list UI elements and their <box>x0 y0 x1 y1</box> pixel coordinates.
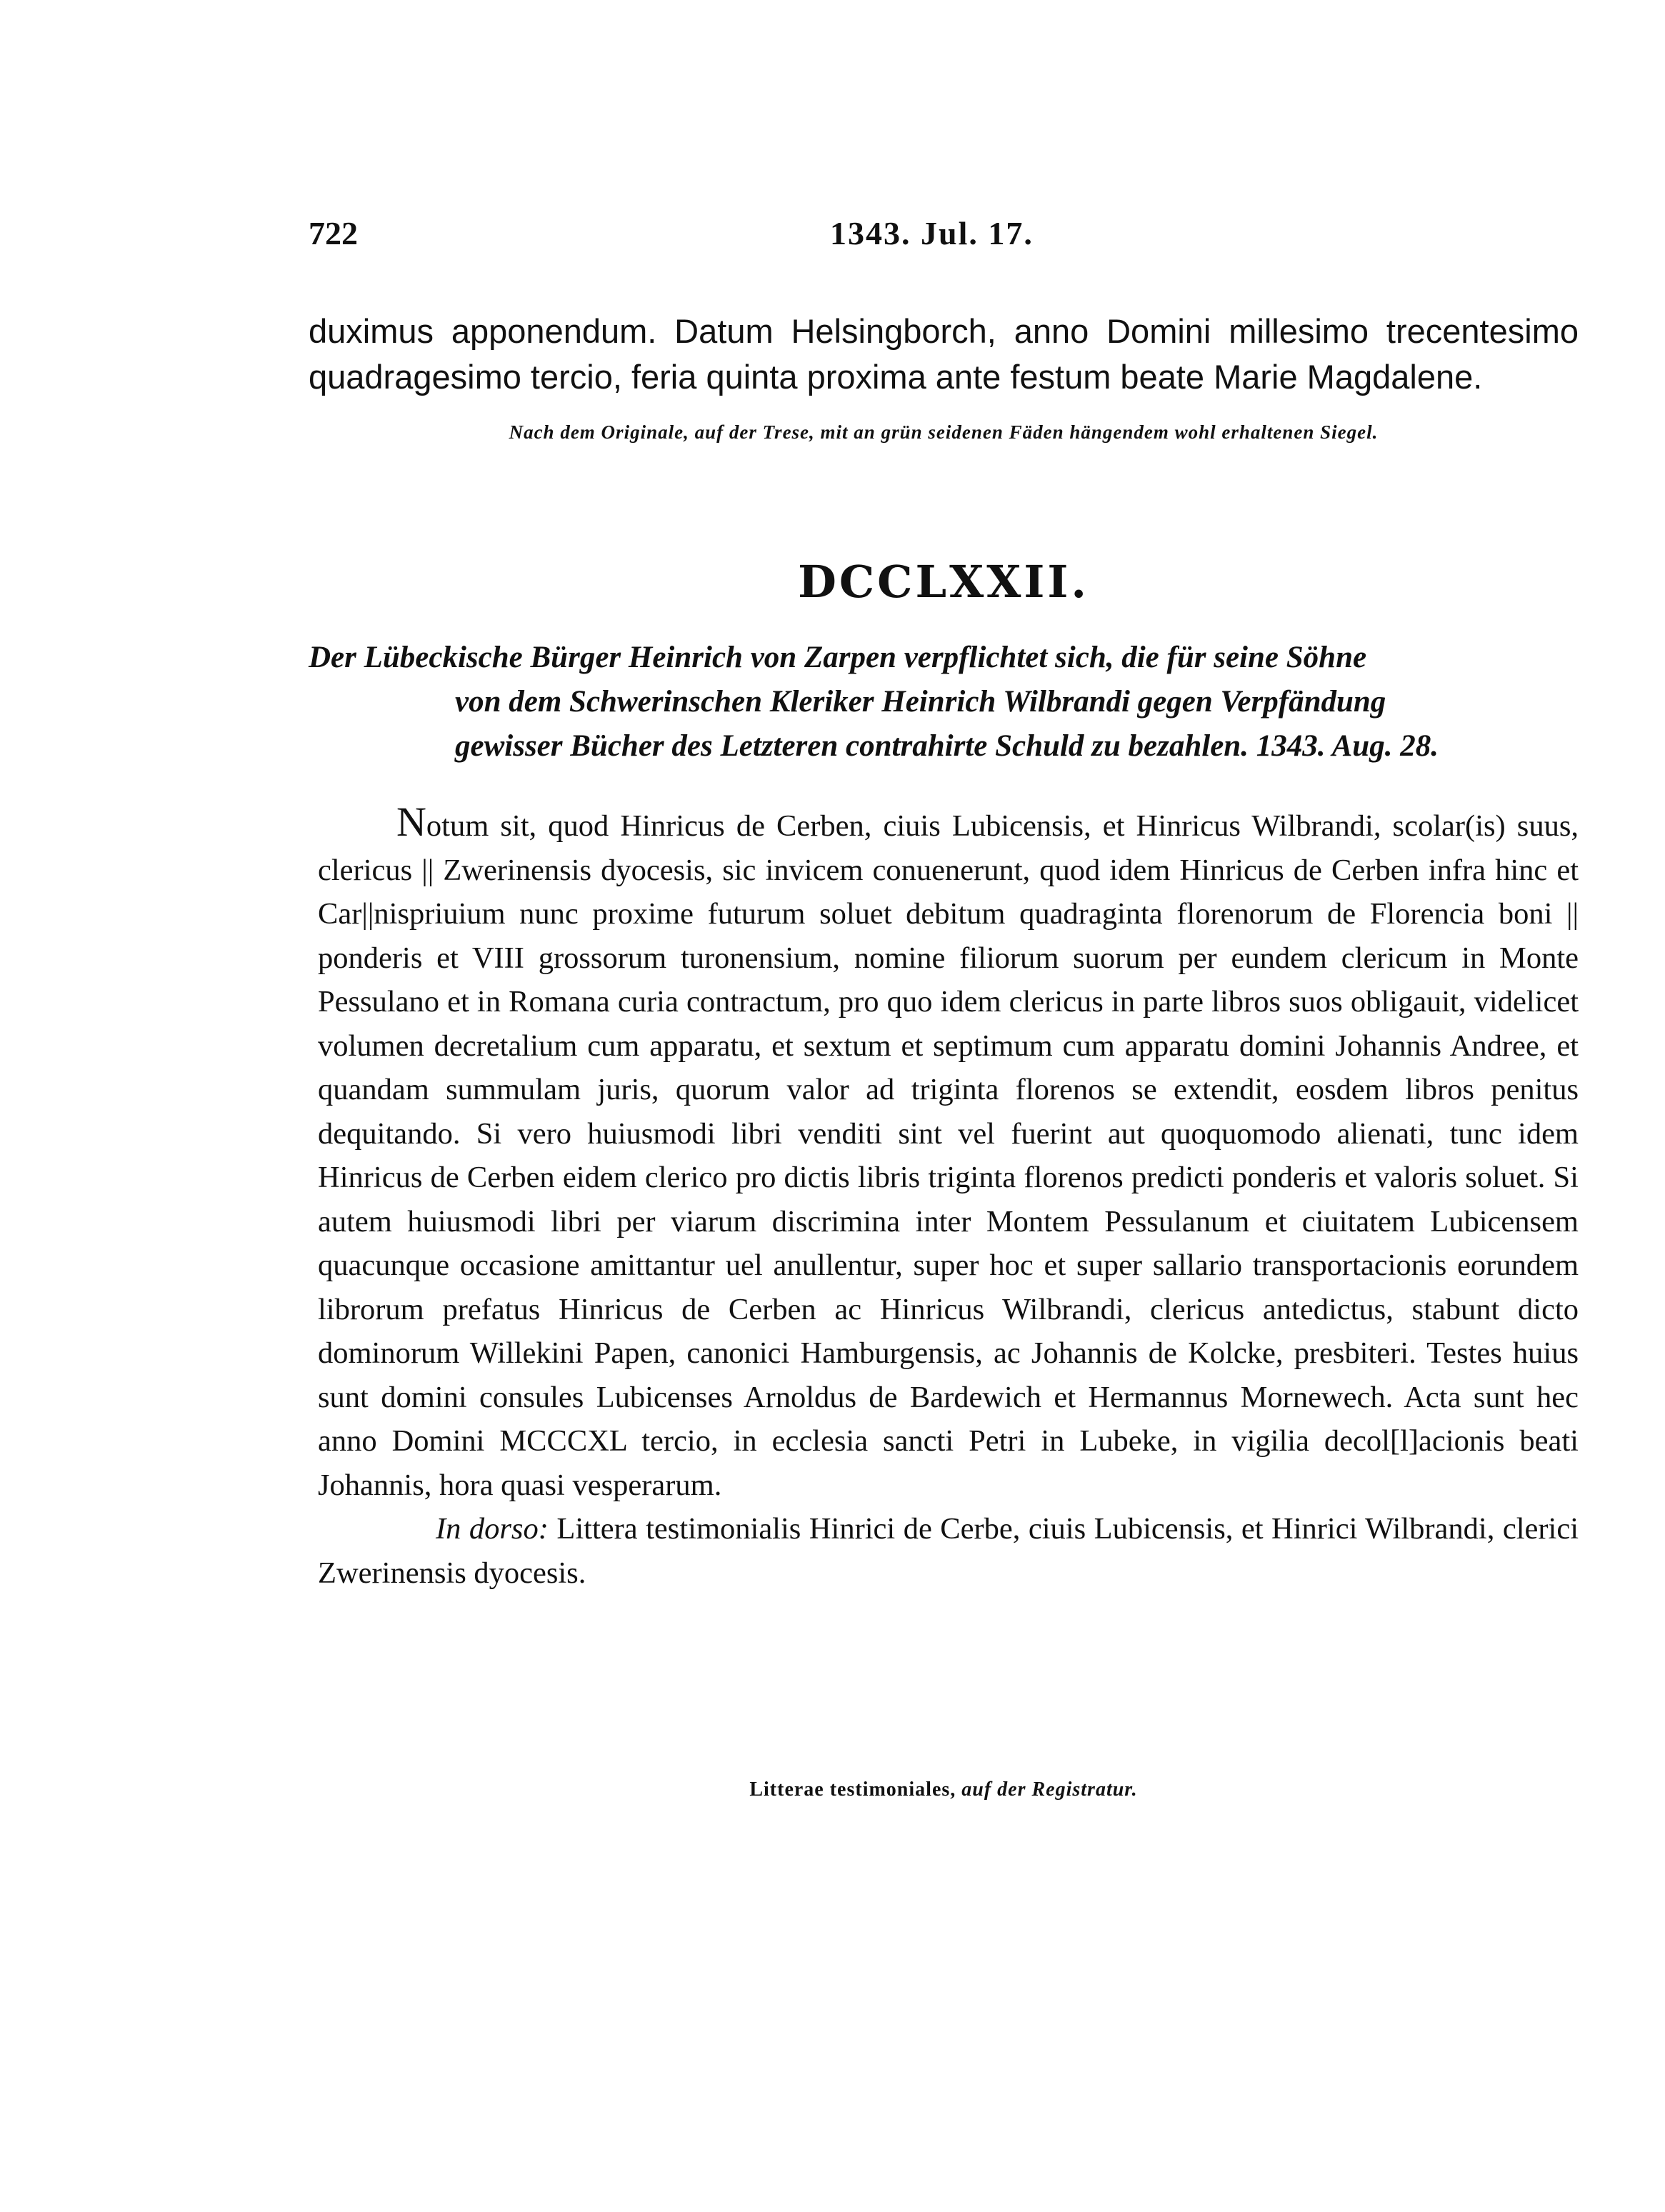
body-paragraph <box>318 800 1579 1507</box>
page-number: 722 <box>309 215 358 251</box>
dorso-paragraph <box>318 1507 1579 1595</box>
previous-source-note: Nach dem Originale, auf der Trese, mit an grün seidenen Fäden hängendem wohl erhaltenen Siegel. <box>509 421 1379 443</box>
regest-line: Der Lübeckische Bürger Heinrich von Zarpen verpflichtet sich, die für seine Söhne <box>309 641 1367 674</box>
document-number: DCCLXXII. <box>798 556 1089 608</box>
document-body <box>318 800 1579 1595</box>
source-note-italic: auf der Registratur. <box>961 1778 1138 1801</box>
regest-line: von dem Schwerinschen Kleriker Heinrich Wilbrandi gegen Verpfändung <box>455 685 1386 719</box>
document-source-note <box>309 1778 1579 1801</box>
initial-letter: N <box>396 799 426 845</box>
dorso-label: In dorso: <box>436 1512 549 1546</box>
document-regest <box>309 636 1579 769</box>
closing-paragraph: duximus apponendum. Datum Helsingborch, anno Domini millesimo trecentesimo quadragesimo tercio, feria quinta proxima ante festum beate Marie Magdalene. <box>309 312 1579 396</box>
dorso-text: Littera testimonialis Hinrici de Cerbe, ciuis Lubicensis, et Hinrici Wilbrandi, clerici Zwerinensis dyocesis. <box>318 1512 1579 1590</box>
previous-document-closing <box>309 309 1579 400</box>
body-text: otum sit, quod Hinricus de Cerben, ciuis Lubicensis, et Hinricus Wilbrandi, scolar(is) suus, clericus || Zwerinensis dyocesis, sic invicem conuenerunt, quod idem Hinricus de Cerben infra hinc et Car||nispriuium nunc proxime futurum soluet debitum quadraginta florenorum de Florencia boni || ponderis et VIII grossorum turonensium, nomine filiorum suorum per eundem clericum in Monte Pessulano et in Romana curia contractum, pro quo idem clericus in parte libros suos obligauit, videlicet volumen decretalium cum apparatu, et sextum et septimum cum apparatu domini Johannis Andree, et quandam summulam juris, quorum valor ad triginta florenos se extendit, eosdem libros penitus dequitando. Si vero huiusmodi libri venditi sint vel fuerint aut quoquomodo alienati, tunc idem Hinricus de Cerben eidem clerico pro dictis libris triginta florenos predicti ponderis et valoris soluet. Si autem huiusmodi libri per viarum discrimina inter Montem Pessulanum et ciuitatem Lubicensem quacunque occasione amittantur uel anullentur, super hoc et super sallario transportacionis eorundem librorum prefatus Hinricus de Cerben ac Hinricus Wilbrandi, clericus antedictus, stabunt dicto dominorum Willekini Papen, canonici Hamburgensis, ac Johannis de Kolcke, presbiteri. Testes huius sunt domini consules Lubicenses Arnoldus de Bardewich et Hermannus Mornewech. Acta sunt hec anno Domini MCCCXL tercio, in ecclesia sancti Petri in Lubeke, in vigilia decol[l]acionis beati Johannis, hora quasi vesperarum. <box>318 809 1579 1502</box>
source-note-plain: Litterae testimoniales, <box>749 1778 956 1801</box>
running-head-date: 1343. Jul. 17. <box>830 215 1034 251</box>
regest-line: gewisser Bücher des Letzteren contrahirte Schuld zu bezahlen. 1343. Aug. 28. <box>455 729 1439 763</box>
page-header <box>309 214 1579 264</box>
